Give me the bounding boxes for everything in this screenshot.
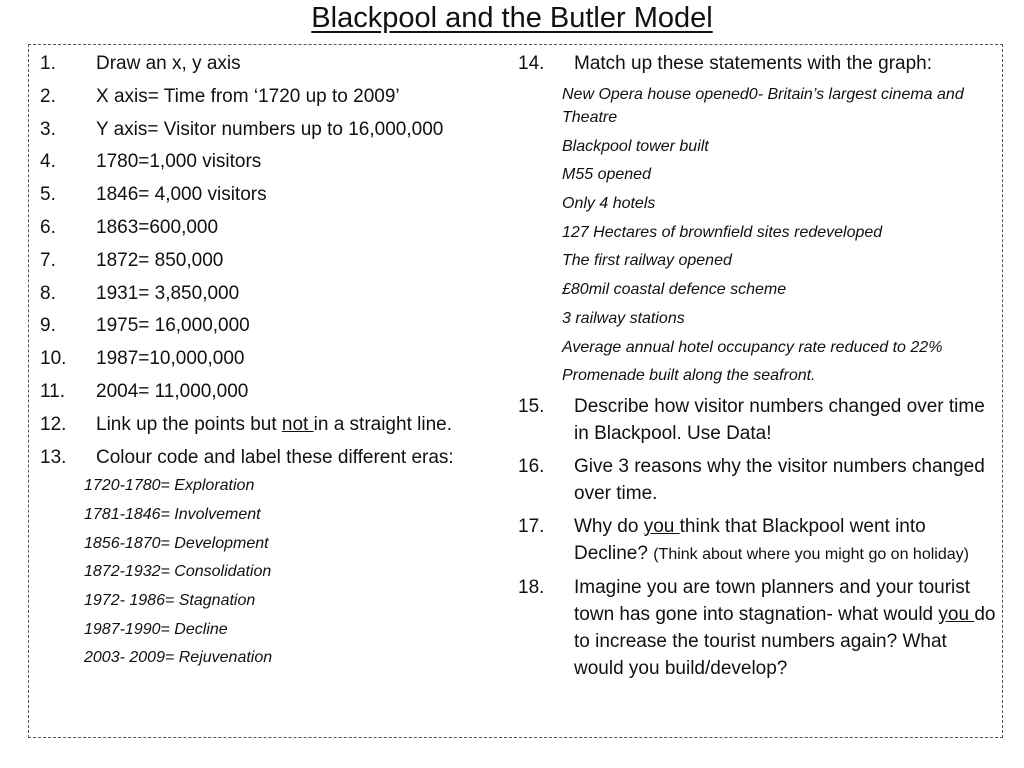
data-point-item: 9. 1975= 16,000,000 — [40, 315, 250, 337]
underlined-word: you — [643, 515, 680, 537]
hint-text: (Think about where you might go on holiday) — [653, 545, 969, 563]
instruction-item: 12. Link up the points but not in a straight line. — [40, 413, 452, 435]
statement-item: 3 railway stations — [562, 309, 685, 327]
question-item: 14. Match up these statements with the graph: — [518, 53, 933, 74]
instruction-item: 3. Y axis= Visitor numbers up to 16,000,000 — [40, 118, 444, 140]
era-item: 1781-1846= Involvement — [84, 506, 261, 524]
era-list — [40, 476, 510, 668]
data-point-item: 5. 1846= 4,000 visitors — [40, 184, 267, 206]
statement-item: New Opera house opened0- Britain’s largest cinema and Theatre — [562, 86, 964, 126]
left-column — [40, 50, 510, 677]
statement-item: The first railway opened — [562, 252, 732, 270]
statement-item: Average annual hotel occupancy rate reduced to 22% — [562, 338, 943, 356]
statement-item: £80mil coastal defence scheme — [562, 281, 787, 299]
era-item: 1987-1990= Decline — [84, 620, 228, 638]
statement-list — [518, 83, 998, 387]
era-item: 2003- 2009= Rejuvenation — [84, 649, 273, 667]
era-item: 1972- 1986= Stagnation — [84, 592, 256, 610]
statement-item: Blackpool tower built — [562, 137, 709, 155]
underlined-word: you — [938, 603, 975, 625]
question-item: 15. Describe how visitor numbers changed over time in Blackpool. Use Data! — [518, 395, 985, 444]
data-point-item: 8. 1931= 3,850,000 — [40, 282, 240, 304]
era-item: 1856-1870= Development — [84, 534, 269, 552]
page-title: Blackpool and the Butler Model — [311, 2, 713, 34]
statement-item: M55 opened — [562, 166, 651, 184]
data-point-item: 4. 1780=1,000 visitors — [40, 151, 262, 173]
instruction-item: 13. Colour code and label these different eras: — [40, 446, 454, 468]
era-item: 1720-1780= Exploration — [84, 477, 255, 495]
underlined-word: not — [281, 413, 314, 435]
statement-item: Only 4 hotels — [562, 195, 656, 213]
data-point-item: 10. 1987=10,000,000 — [40, 348, 245, 370]
instruction-item: 2. X axis= Time from ‘1720 up to 2009’ — [40, 85, 400, 107]
statement-item: Promenade built along the seafront. — [562, 367, 816, 385]
statement-item: 127 Hectares of brownfield sites redeveloped — [562, 223, 883, 241]
right-column — [518, 50, 998, 688]
instruction-item: 1. Draw an x, y axis — [40, 53, 241, 74]
data-point-item: 6. 1863=600,000 — [40, 216, 219, 238]
data-point-item: 7. 1872= 850,000 — [40, 249, 224, 271]
question-item: 17. Why do you think that Blackpool went into Decline? (Think about where you might go on holiday) — [518, 515, 969, 564]
question-item: 18. Imagine you are town planners and your tourist town has gone into stagnation- what would you do to increase the tourist numbers again? What would you build/develop? — [518, 576, 996, 679]
question-item: 16. Give 3 reasons why the visitor numbers changed over time. — [518, 455, 985, 504]
data-point-item: 11. 2004= 11,000,000 — [40, 380, 249, 402]
era-item: 1872-1932= Consolidation — [84, 563, 272, 581]
